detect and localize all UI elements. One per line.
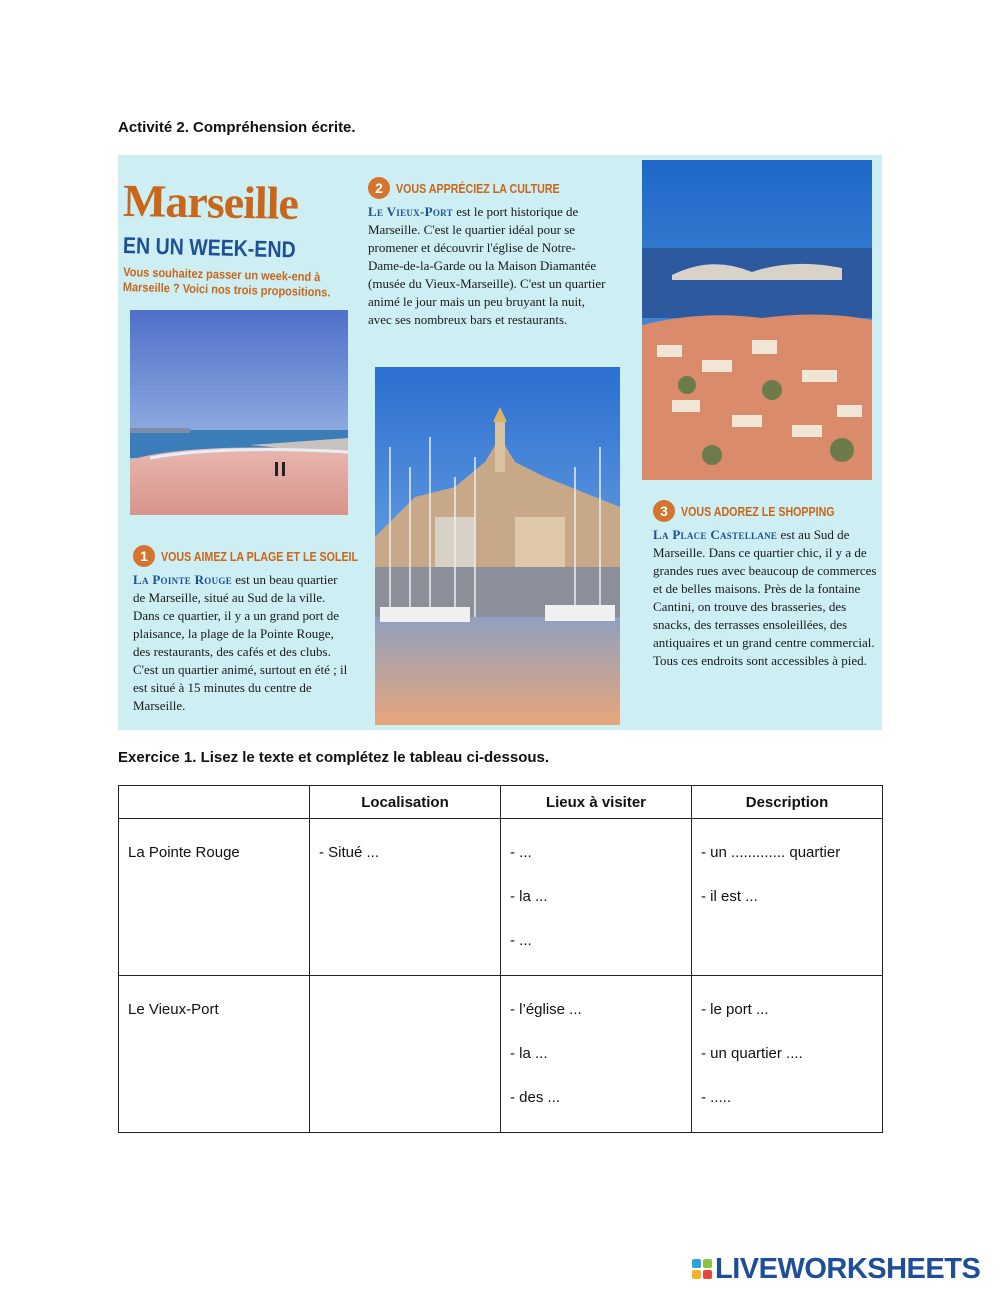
activity-title: Activité 2. Compréhension écrite. (118, 119, 356, 136)
answer-table (118, 785, 883, 1133)
section-pointe-rouge (133, 545, 359, 715)
section-number-badge: 3 (653, 500, 675, 522)
castellane-photo (642, 160, 872, 480)
description-cell (692, 819, 883, 976)
brochure-header (122, 174, 368, 300)
beach-photo (130, 310, 348, 515)
answer-line[interactable]: - Situé ... (319, 844, 380, 861)
table-header-row (119, 786, 883, 819)
table-header-localisation: Localisation (310, 786, 501, 819)
section-vieux-port (368, 177, 608, 329)
lieux-cell (501, 819, 692, 976)
row-label-cell (119, 976, 310, 1133)
section-number-badge: 2 (368, 177, 390, 199)
answer-line[interactable]: - ..... (701, 1089, 731, 1106)
section-text (133, 571, 348, 715)
localisation-cell[interactable] (310, 976, 501, 1133)
answer-line[interactable]: - il est ... (701, 888, 758, 905)
place-name: La Place Castellane (653, 527, 778, 542)
section-title: VOUS AIMEZ LA PLAGE ET LE SOLEIL (161, 548, 359, 564)
answer-line[interactable]: - un ............. quartier (701, 844, 841, 861)
answer-line[interactable]: - la ... (510, 1045, 548, 1062)
logo-text: LIVEWORKSHEETS (715, 1253, 981, 1285)
description-cell (692, 976, 883, 1133)
lieux-cell (501, 976, 692, 1133)
answer-line[interactable]: - des ... (510, 1089, 561, 1106)
table-row (119, 819, 883, 976)
liveworksheets-logo[interactable] (692, 1254, 980, 1284)
section-castellane (653, 500, 878, 670)
exercise-title: Exercice 1. Lisez le texte et complétez le tableau ci-dessous. (118, 749, 550, 766)
section-description: est au Sud de Marseille. Dans ce quartier chic, il y a de grandes rues avec beaucoup de commerces et de belles maisons. Près de la fontaine Cantini, on trouve des brasseries, des snacks, des terrasses ensoleillées, des antiquaires et un grand centre commercial. Tous ces endroits sont accessibles à pied. (653, 527, 877, 668)
table-header-description: Description (692, 786, 883, 819)
answer-line[interactable]: - un quartier .... (701, 1045, 803, 1062)
section-title: VOUS ADOREZ LE SHOPPING (681, 503, 835, 519)
vieux-port-photo (375, 367, 620, 725)
answer-line[interactable]: - la ... (510, 888, 548, 905)
section-text (653, 526, 878, 670)
answer-line[interactable]: - ... (510, 844, 532, 861)
place-name: Le Vieux-Port (368, 204, 453, 219)
row-label: Le Vieux-Port (128, 1001, 219, 1018)
section-text (368, 203, 608, 329)
answer-line[interactable]: - le port ... (701, 1001, 769, 1018)
section-title: VOUS APPRÉCIEZ LA CULTURE (396, 180, 560, 196)
place-name: La Pointe Rouge (133, 572, 233, 587)
section-number-badge: 1 (133, 545, 155, 567)
brochure-title: Marseille (122, 174, 299, 229)
table-header-lieux: Lieux à visiter (501, 786, 692, 819)
brochure-intro: Vous souhaitez passer un week-end à Marseille ? Voici nos trois propositions. (122, 265, 331, 300)
marseille-brochure (118, 155, 882, 730)
brochure-subtitle: EN UN WEEK-END (122, 232, 296, 263)
answer-line[interactable]: - l’église ... (510, 1001, 582, 1018)
logo-icon (692, 1259, 712, 1279)
localisation-cell (310, 819, 501, 976)
answer-line[interactable]: - ... (510, 932, 532, 949)
section-description: est un beau quartier de Marseille, situé au Sud de la ville. Dans ce quartier, il y a un grand port de plaisance, la plage de la Pointe Rouge, des restaurants, des cafés et des clubs. C'est un quartier animé, surtout en été ; il est situé à 15 minutes du centre de Marseille. (133, 572, 348, 713)
row-label: La Pointe Rouge (128, 844, 240, 861)
row-label-cell (119, 819, 310, 976)
table-header-empty (119, 786, 310, 819)
table-row (119, 976, 883, 1133)
section-description: est le port historique de Marseille. C'est le quartier idéal pour se promener et découvrir l'église de Notre-Dame-de-la-Garde ou la Maison Diamantée (musée du Vieux-Marseille). C'est un quartier animé le jour mais un peu bruyant la nuit, avec ses nombreux bars et restaurants. (368, 204, 606, 327)
